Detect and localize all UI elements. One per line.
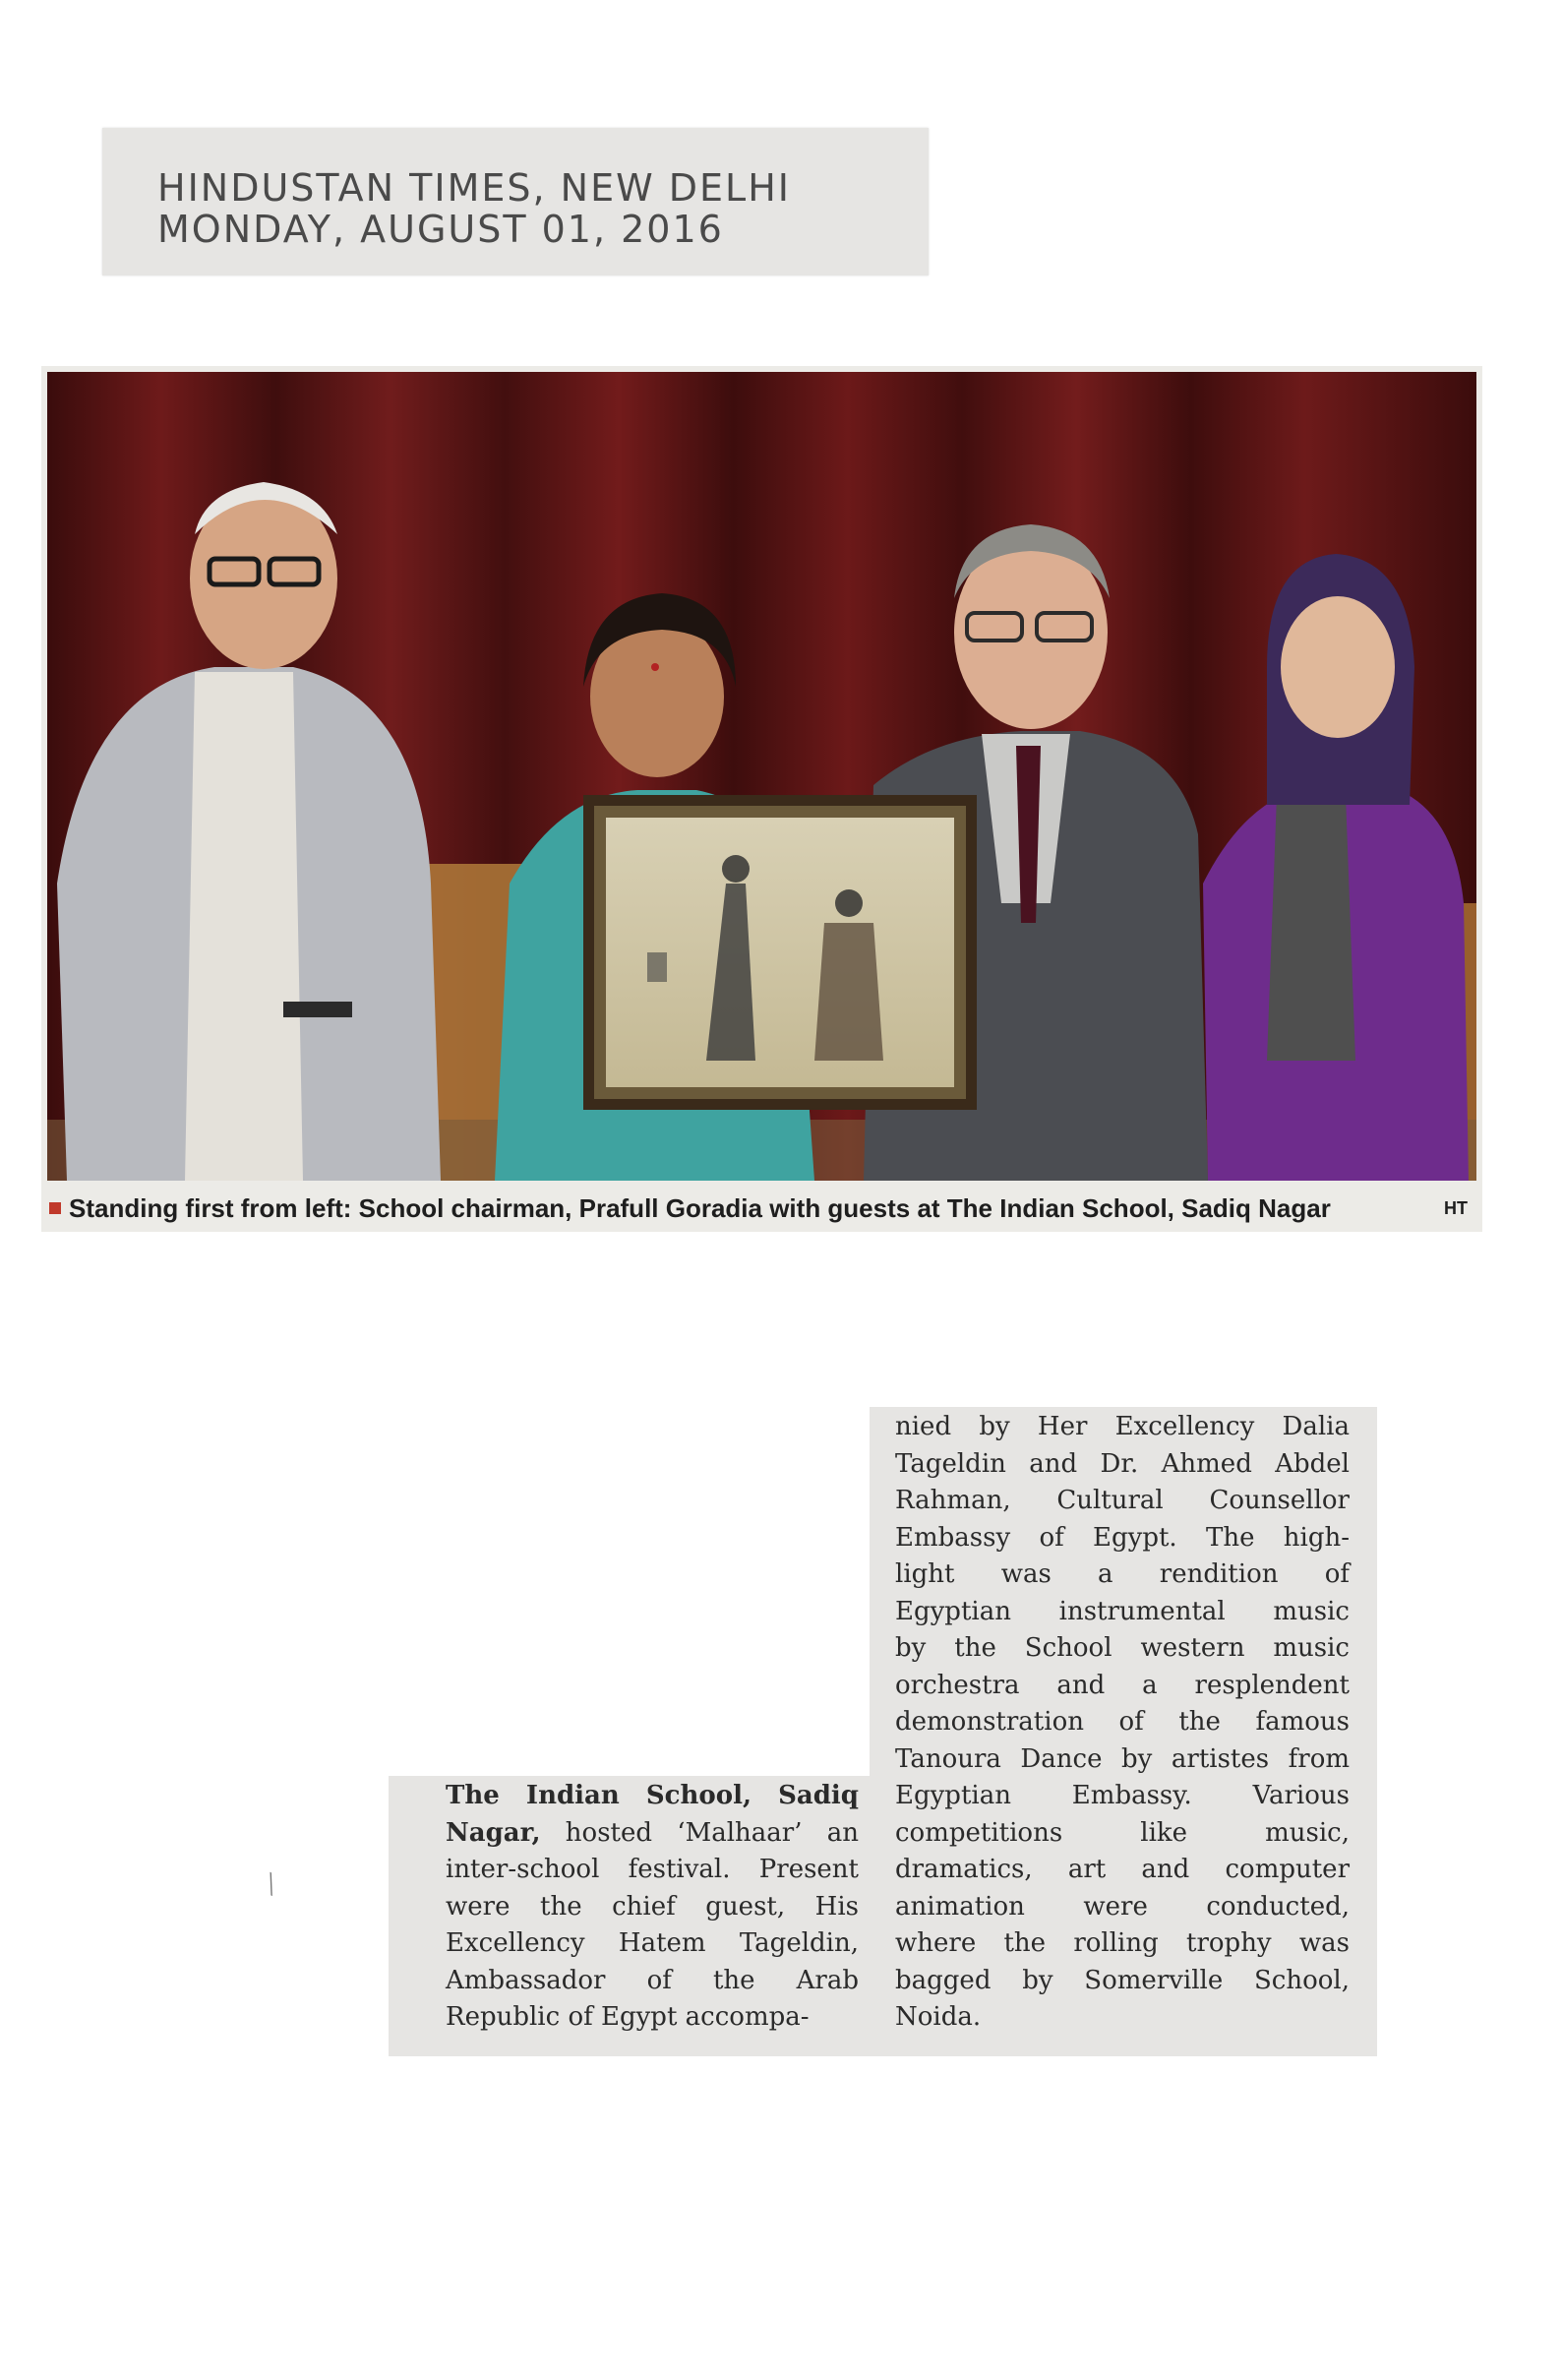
article-line: Egyptian Embassy. Various bbox=[895, 1781, 1350, 1810]
article-line: Republic of Egypt accompa- bbox=[446, 2002, 810, 2032]
caption-text: Standing first from left: School chairman, Prafull Goradia with guests at The Indian School, Sadiq Nagar bbox=[69, 1192, 1331, 1223]
article-line: bagged by Somerville School, bbox=[895, 1965, 1350, 1995]
article-line: Ambassador of the Arab bbox=[446, 1965, 859, 1995]
article-line: dramatics, art and computer bbox=[895, 1855, 1350, 1884]
photo-credit: HT bbox=[1444, 1198, 1468, 1218]
photo-clipping bbox=[41, 366, 1482, 1232]
article-line: Rahman, Cultural Counsellor bbox=[895, 1486, 1350, 1515]
article-line: Egyptian instrumental music bbox=[895, 1596, 1350, 1626]
article-line: The Indian School, Sadiq bbox=[446, 1781, 859, 1810]
article-line: nied by Her Excellency Dalia bbox=[895, 1412, 1350, 1441]
article-body-right bbox=[895, 1409, 1350, 2037]
article-line: animation were conducted, bbox=[895, 1891, 1350, 1922]
publication-date: MONDAY, AUGUST 01, 2016 bbox=[157, 208, 724, 251]
stray-mark: ╲ bbox=[262, 1872, 280, 1897]
article-line: Tageldin and Dr. Ahmed Abdel bbox=[895, 1448, 1350, 1479]
article-line: inter-school festival. Present bbox=[446, 1855, 859, 1884]
article-column-right bbox=[870, 1407, 1377, 2056]
article-line: orchestra and a resplendent bbox=[895, 1670, 1350, 1700]
photo-caption bbox=[49, 1190, 1475, 1226]
news-photo bbox=[47, 372, 1476, 1181]
article-line: light was a rendition of bbox=[895, 1559, 1350, 1589]
newspaper-name: HINDUSTAN TIMES, NEW DELHI bbox=[157, 166, 791, 210]
article-body-left bbox=[402, 1778, 859, 2037]
article-line: where the rolling trophy was bbox=[895, 1928, 1350, 1958]
masthead-clipping bbox=[102, 128, 929, 275]
article-line: Nagar, hosted ‘Malhaar’ an bbox=[446, 1817, 859, 1848]
caption-bullet-icon bbox=[49, 1202, 61, 1214]
article-line: were the chief guest, His bbox=[446, 1891, 859, 1922]
article-line: competitions like music, bbox=[895, 1817, 1350, 1848]
article-column-left bbox=[389, 1776, 880, 2056]
group-photo-illustration bbox=[47, 372, 1476, 1181]
article-line: Excellency Hatem Tageldin, bbox=[446, 1928, 859, 1958]
framed-papyrus bbox=[583, 795, 977, 1110]
article-line: demonstration of the famous bbox=[895, 1707, 1350, 1737]
article-line: Noida. bbox=[895, 2002, 982, 2032]
article-line: Tanoura Dance by artistes from bbox=[895, 1743, 1350, 1774]
article-line: Embassy of Egypt. The high- bbox=[895, 1522, 1350, 1553]
article-line: by the School western music bbox=[895, 1633, 1350, 1663]
